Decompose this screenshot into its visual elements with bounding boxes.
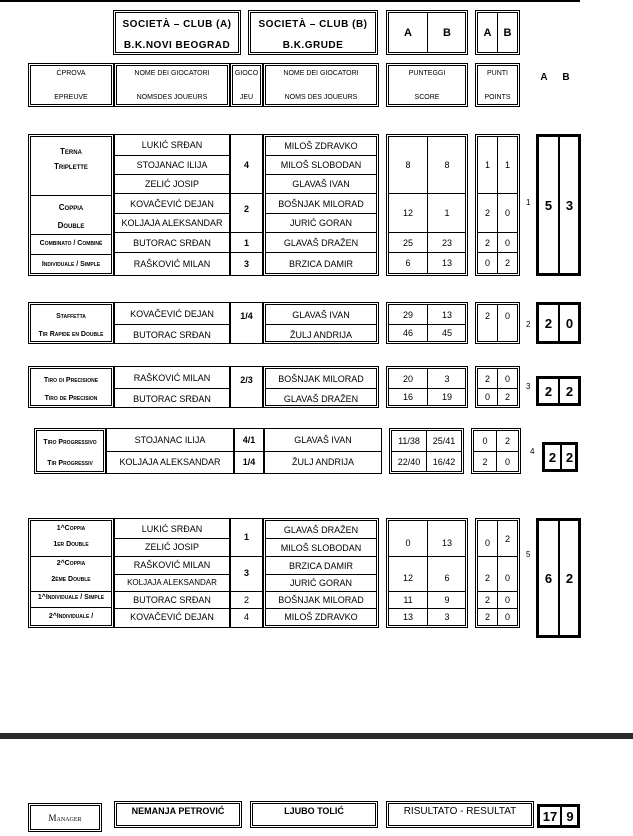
s5-total (536, 518, 581, 638)
col-noms-b: NOMS DES JOUEURS (284, 94, 358, 101)
club-a-box (113, 10, 241, 55)
result-label-box (386, 801, 534, 828)
s1-game-3: 1 (243, 238, 249, 248)
s5-score-b-3: 9 (444, 595, 450, 605)
s4-event-1: Tiro Progressivo (43, 439, 97, 446)
s5-points (475, 518, 520, 628)
s1-pts-a-2: 2 (484, 208, 490, 218)
s3-total (536, 376, 581, 406)
s1-game-2: 2 (243, 204, 249, 214)
s4-a-player-2: KOLJAJA ALEKSANDAR (119, 457, 221, 467)
header-score-ab (386, 10, 468, 55)
s4-total-b: 2 (565, 449, 574, 465)
s3-index: 3 (526, 382, 531, 391)
col-gioco: GIOCO (234, 70, 259, 77)
s3-score-a-2: 16 (402, 392, 413, 402)
col-total-b: B (562, 71, 570, 83)
s5-pts-b-1: 2 (504, 533, 510, 544)
s1-b-player-7: BRZICA DAMIR (288, 259, 353, 269)
s2-a-player-1: KOVAČEVIĆ DEJAN (130, 309, 214, 319)
result-b: 9 (566, 808, 574, 824)
s5-pts-a-1: 0 (484, 537, 490, 548)
s1-score-b-3: 23 (441, 237, 452, 248)
s5-score-a-2: 12 (402, 572, 413, 583)
s1-a-player-1: LUKIĆ SRĐAN (141, 140, 203, 150)
result-a: 17 (542, 808, 558, 824)
header-b: B (443, 26, 451, 39)
s3-players-a (114, 366, 230, 408)
s1-b-player-6: GLAVAŠ DRAŽEN (283, 238, 359, 248)
s2-total-b: 0 (565, 315, 574, 331)
col-nome-a: NOME DEI GIOCATORI (134, 70, 210, 77)
s1-score-b-4: 13 (441, 258, 452, 268)
s1-event-coppia: Coppia (58, 203, 84, 212)
s2-event-2: Tir Rapide en Double (38, 331, 104, 338)
s1-event-individuale: Individuale / Simple (41, 261, 101, 268)
s4-score-a-1: 11/38 (398, 436, 420, 446)
s5-pts-a-2: 2 (484, 572, 490, 583)
s5-pts-b-4: 0 (504, 612, 510, 622)
club-a-name: B.K.NOVI BEOGRAD (123, 40, 231, 51)
s5-score-b-1: 13 (441, 537, 452, 548)
manager-a-box (114, 801, 242, 828)
s3-pts-a-2: 0 (484, 392, 490, 402)
s4-scores (389, 428, 464, 474)
s5-pts-a-3: 2 (484, 595, 490, 605)
manager-label: Manager (48, 812, 82, 823)
s1-pts-a-1: 1 (484, 160, 490, 170)
s4-pts-a-1: 0 (482, 436, 488, 446)
manager-b-box (250, 801, 378, 828)
s2-score-b-2: 45 (441, 328, 452, 338)
s5-game-1: 1 (243, 532, 249, 542)
s1-a-player-2: STOJANAC ILIJA (136, 160, 208, 170)
s2-b-player-1: GLAVAŠ IVAN (292, 310, 350, 320)
s4-pts-a-2: 2 (482, 456, 488, 467)
s3-a-player-2: BUTORAC SRĐAN (133, 394, 211, 404)
s5-players-a (114, 518, 230, 628)
col-punteggi: PUNTEGGI (408, 70, 446, 77)
s1-pts-b-4: 2 (504, 258, 510, 268)
s1-score-a-3: 25 (402, 237, 413, 248)
top-border (0, 0, 580, 3)
s1-score-a-2: 12 (402, 208, 413, 218)
s1-games (230, 134, 263, 276)
s2-event-col (28, 302, 114, 344)
s4-game-2: 1/4 (242, 457, 256, 467)
col-points: POINTS (484, 94, 511, 101)
s3-b-player-1: BOŠNJAK MILORAD (278, 374, 364, 384)
s3-b-player-2: GLAVAŠ DRAŽEN (283, 394, 359, 404)
col-nome-b: NOME DEI GIOCATORI (283, 70, 359, 77)
s5-score-a-4: 13 (402, 612, 413, 622)
s1-game-4: 3 (243, 259, 249, 269)
s5-game-4: 4 (243, 612, 249, 622)
s1-pts-a-4: 0 (484, 258, 490, 268)
s1-total-b: 3 (565, 197, 574, 213)
s5-event-2a: 2^Coppia (56, 560, 86, 567)
s3-pts-b-1: 0 (504, 373, 510, 384)
s5-b-player-2: MILOŠ SLOBODAN (280, 543, 362, 553)
s4-index: 4 (530, 447, 535, 456)
s5-event-col (28, 518, 114, 628)
s5-total-a: 6 (544, 570, 553, 586)
col-prova: ĊPROVA (56, 70, 86, 77)
s3-total-a: 2 (544, 383, 553, 399)
s5-game-2: 3 (243, 568, 249, 578)
club-a-label: SOCIETÀ – CLUB (A) (122, 19, 232, 30)
s1-b-player-1: MILOŠ ZDRAVKO (284, 141, 358, 151)
s2-event-1: Staffetta (56, 313, 86, 320)
s5-a-player-2: ZELIĆ JOSIP (144, 542, 199, 552)
s2-score-a-1: 29 (402, 309, 413, 320)
s5-score-b-2: 6 (444, 572, 450, 583)
s4-b-player-2: ŽULJ ANDRIJA (291, 457, 354, 467)
s5-b-player-4: JURIĆ GORAN (289, 578, 352, 588)
s3-score-a-1: 20 (402, 373, 413, 384)
col-points-head (475, 63, 520, 107)
s2-pts-a: 2 (484, 311, 490, 321)
col-epreuve: EPREUVE (54, 94, 88, 101)
col-jeu: JEU (239, 94, 254, 101)
s1-event-col (28, 134, 114, 276)
s4-b-player-1: GLAVAŠ IVAN (294, 435, 352, 445)
s5-a-player-5: BUTORAC SRĐAN (133, 595, 211, 605)
s5-a-player-1: LUKIĆ SRĐAN (141, 524, 203, 534)
s5-a-player-4: KOLJAJA ALEKSANDAR (127, 578, 217, 587)
s3-games (230, 366, 263, 408)
s5-score-a-1: 0 (405, 537, 411, 548)
s5-score-a-3: 11 (403, 595, 413, 605)
s2-pts-b: 0 (504, 311, 510, 321)
s5-b-player-3: BRZICA DAMIR (288, 561, 353, 571)
result-label: RISULTATO - RESULTAT (403, 806, 517, 817)
s1-b-player-4: BOŠNJAK MILORAD (278, 199, 364, 209)
s3-total-b: 2 (565, 383, 574, 399)
s5-pts-b-3: 0 (504, 595, 510, 605)
s4-a-player-1: STOJANAC ILIJA (134, 435, 206, 445)
s2-players-a (114, 302, 230, 344)
s4-score-a-2: 22/40 (397, 456, 421, 467)
s5-game-3: 2 (243, 595, 249, 605)
s1-a-player-6: BUTORAC SRĐAN (133, 238, 211, 248)
col-score: SCORE (414, 94, 440, 101)
s3-event-2: Tiro de Precision (44, 395, 98, 402)
s1-a-player-3: ZELIĆ JOSIP (144, 179, 199, 189)
s3-score-b-1: 3 (444, 373, 450, 384)
s5-score-b-4: 3 (444, 612, 450, 622)
s1-a-player-7: RAŠKOVIĆ MILAN (133, 259, 211, 269)
s4-points (471, 428, 521, 474)
s5-scores (386, 518, 468, 628)
s1-b-player-2: MILOŠ SLOBODAN (280, 160, 362, 170)
s1-b-player-5: JURIĆ GORAN (289, 218, 352, 228)
s4-games (234, 428, 264, 474)
col-punti: PUNTI (487, 70, 508, 77)
s4-players-b (264, 428, 382, 474)
s4-pts-b-1: 2 (504, 436, 510, 446)
s1-a-player-4: KOVAČEVIĆ DEJAN (130, 199, 214, 209)
s5-a-player-6: KOVAČEVIĆ DEJAN (130, 612, 214, 622)
club-b-name: B.K.GRUDE (282, 40, 344, 51)
s5-b-player-1: GLAVAŠ DRAŽEN (283, 525, 359, 535)
s5-index: 5 (526, 550, 531, 559)
s3-scores (386, 366, 468, 408)
s5-a-player-3: RAŠKOVIĆ MILAN (133, 560, 211, 570)
club-b-box (248, 10, 378, 55)
s1-pts-b-3: 0 (504, 237, 510, 248)
page-separator (0, 733, 633, 739)
s5-event-2b: 2ème Double (51, 576, 91, 583)
s1-pts-b-1: 1 (504, 160, 510, 170)
result-total (537, 804, 580, 828)
s2-a-player-2: BUTORAC SRĐAN (133, 330, 211, 340)
s5-event-4: 2^Individuale / (48, 613, 94, 620)
s1-players-a (114, 134, 230, 276)
s1-score-a-4: 6 (405, 258, 411, 268)
s4-players-a (106, 428, 234, 474)
s4-total-a: 2 (548, 449, 557, 465)
s3-pts-b-2: 2 (504, 392, 510, 402)
s1-total-a: 5 (544, 197, 553, 213)
s2-total (536, 302, 581, 344)
header-pa: A (483, 26, 492, 39)
s3-event-1: Tiro di Precisione (43, 377, 99, 384)
s1-index: 1 (526, 198, 531, 207)
s3-event-col (28, 366, 114, 408)
s3-pts-a-1: 2 (484, 373, 490, 384)
s3-score-b-2: 19 (441, 392, 452, 402)
s5-pts-b-2: 0 (504, 572, 510, 583)
s1-pts-a-3: 2 (484, 237, 490, 248)
s4-event-col (34, 428, 106, 474)
col-game-head (230, 63, 263, 107)
s1-score-b-1: 8 (444, 160, 450, 170)
s5-event-3: 1^Individuale / Simple (37, 594, 105, 601)
s4-game-1: 4/1 (242, 435, 256, 445)
header-pb: B (503, 26, 512, 39)
col-players-b-head (263, 63, 379, 107)
s1-a-player-5: KOLJAJA ALEKSANDAR (121, 218, 223, 228)
s1-event-terna: Terna (60, 147, 82, 156)
s2-b-player-2: ŽULJ ANDRIJA (289, 330, 352, 340)
s5-event-1a: 1^Coppia (56, 525, 86, 532)
club-b-label: SOCIETÀ – CLUB (B) (258, 19, 368, 30)
s1-game-1: 4 (243, 160, 249, 170)
s2-score-a-2: 46 (402, 328, 413, 338)
s5-pts-a-4: 2 (484, 612, 490, 622)
s1-points (475, 134, 520, 276)
col-noms-a: NOMSDES JOUEURS (136, 94, 208, 101)
s1-scores (386, 134, 468, 276)
s1-players-b (263, 134, 379, 276)
s4-total (542, 442, 578, 472)
s5-players-b (263, 518, 379, 628)
col-score-head (386, 63, 468, 107)
s4-pts-b-2: 0 (504, 456, 510, 467)
s4-score-b-1: 25/41 (432, 436, 456, 446)
s5-total-b: 2 (565, 570, 574, 586)
s1-event-combinato: Combinato / Combiné (39, 240, 103, 247)
s1-total (536, 134, 581, 276)
s2-game: 1/4 (240, 311, 253, 321)
s3-points (475, 366, 520, 408)
col-total-a: A (540, 71, 548, 83)
s1-score-b-2: 1 (444, 208, 450, 218)
header-points-ab (475, 10, 520, 55)
s2-players-b (263, 302, 379, 344)
col-players-a-head (114, 63, 230, 107)
s3-players-b (263, 366, 379, 408)
s2-score-b-1: 13 (441, 309, 452, 320)
s2-points (475, 302, 520, 344)
manager-label-box (28, 803, 102, 832)
s1-event-triplette: Triplette (54, 162, 88, 171)
s2-scores (386, 302, 468, 344)
s1-score-a-1: 8 (405, 160, 411, 170)
manager-a: NEMANJA PETROVIĆ (131, 806, 225, 816)
s2-total-a: 2 (544, 315, 553, 331)
s1-event-double: Double (57, 221, 85, 230)
manager-b: LJUBO TOLIĆ (284, 806, 344, 816)
s5-games (230, 518, 263, 628)
s5-b-player-5: BOŠNJAK MILORAD (278, 595, 364, 605)
s3-game: 2/3 (240, 375, 253, 385)
s5-event-1b: 1er Double (53, 541, 89, 548)
col-event-head (28, 63, 114, 107)
s1-b-player-3: GLAVAŠ IVAN (292, 179, 350, 189)
s2-index: 2 (526, 320, 531, 329)
s4-event-2: Tir Progressiv (47, 460, 93, 467)
s1-pts-b-2: 0 (504, 208, 510, 218)
header-a: A (404, 26, 412, 39)
s3-a-player-1: RAŠKOVIĆ MILAN (133, 373, 211, 383)
s2-games (230, 302, 263, 344)
s5-b-player-6: MILOŠ ZDRAVKO (284, 612, 358, 622)
s4-score-b-2: 16/42 (432, 456, 456, 467)
